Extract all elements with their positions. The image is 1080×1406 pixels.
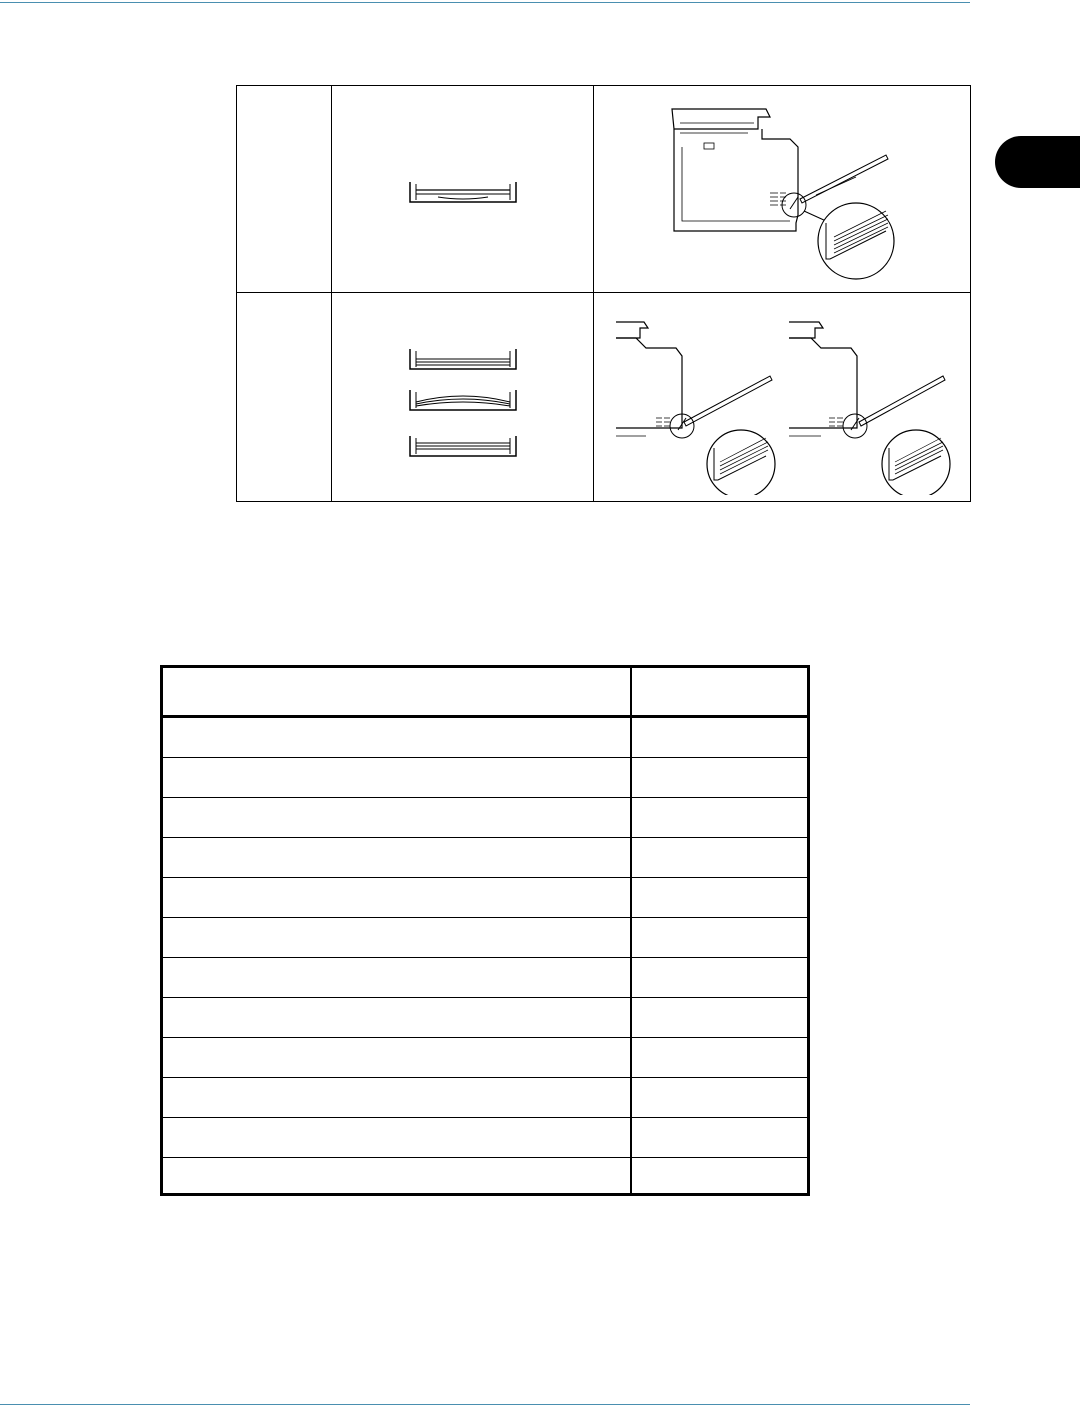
printer-side-view-illustration bbox=[586, 310, 776, 495]
printer-side-view-illustration bbox=[666, 103, 926, 283]
header-col-1 bbox=[163, 668, 630, 715]
table-row bbox=[163, 758, 807, 798]
table-cell bbox=[163, 838, 630, 877]
table-cell bbox=[632, 1078, 807, 1117]
table-row bbox=[163, 958, 807, 998]
table-cell bbox=[632, 798, 807, 837]
header-col-2 bbox=[632, 668, 807, 715]
table-row bbox=[163, 718, 807, 758]
table-row bbox=[163, 1118, 807, 1158]
illustration-table bbox=[236, 85, 971, 502]
table-cell bbox=[632, 918, 807, 957]
table-row bbox=[163, 798, 807, 838]
table-cell bbox=[163, 1038, 630, 1077]
chapter-tab bbox=[995, 136, 1080, 188]
table-cell bbox=[163, 1078, 630, 1117]
table-row bbox=[163, 1158, 807, 1193]
printer-side-view-illustration bbox=[771, 310, 961, 495]
table-cell bbox=[632, 1118, 807, 1157]
column-divider bbox=[331, 85, 332, 502]
paper-stack-flat-icon bbox=[408, 347, 518, 371]
table-cell bbox=[163, 718, 630, 757]
table-row bbox=[163, 1078, 807, 1118]
table-cell bbox=[163, 798, 630, 837]
header-rule bbox=[0, 2, 970, 3]
table-row bbox=[163, 918, 807, 958]
table-cell bbox=[163, 878, 630, 917]
table-cell bbox=[163, 958, 630, 997]
table-cell bbox=[163, 998, 630, 1037]
paper-stack-flat-icon bbox=[408, 180, 518, 204]
paper-stack-curled-icon bbox=[408, 388, 518, 412]
table-cell bbox=[632, 1038, 807, 1077]
paper-stack-flat-icon bbox=[408, 434, 518, 458]
capacity-table bbox=[160, 665, 810, 1196]
table-cell bbox=[163, 758, 630, 797]
table-cell bbox=[632, 878, 807, 917]
table-cell bbox=[632, 998, 807, 1037]
row-divider bbox=[236, 292, 971, 293]
table-row bbox=[163, 838, 807, 878]
table-cell bbox=[163, 1118, 630, 1157]
table-cell bbox=[632, 838, 807, 877]
table-header-row bbox=[163, 668, 807, 718]
table-row bbox=[163, 998, 807, 1038]
table-cell bbox=[632, 758, 807, 797]
table-row bbox=[163, 878, 807, 918]
table-cell bbox=[632, 1158, 807, 1193]
table-cell bbox=[163, 918, 630, 957]
table-cell bbox=[163, 1158, 630, 1193]
table-row bbox=[163, 1038, 807, 1078]
table-cell bbox=[632, 958, 807, 997]
table-cell bbox=[632, 718, 807, 757]
footer-rule bbox=[0, 1404, 970, 1405]
